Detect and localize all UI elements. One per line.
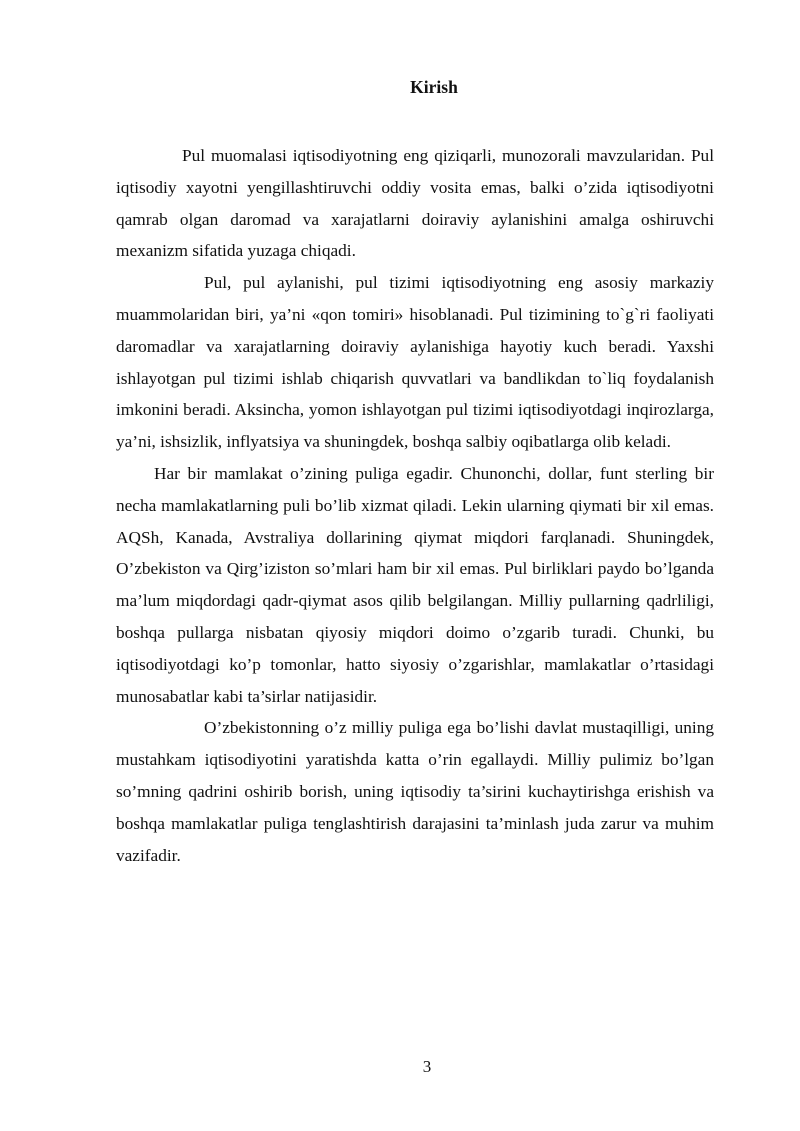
page-number: 3 bbox=[422, 1057, 432, 1076]
document-body bbox=[116, 140, 714, 871]
paragraph-1: Pul muomalasi iqtisodiyotning eng qiziqarli, munozorali mavzularidan. Pul iqtisodiy xayotni yengillashtiruvchi oddiy vosita emas, balki o’zida iqtisodiyotni qamrab olgan daromad va xarajatlarni doiraviy aylanishini amalga oshiruvchi mexanizm sifatida yuzaga chiqadi. bbox=[116, 146, 714, 261]
paragraph-3: Har bir mamlakat o’zining puliga egadir. Chunonchi, dollar, funt sterling bir necha mamlakatlarning puli bo’lib xizmat qiladi. Lekin ularning qiymati bir xil emas. AQSh, Kanada, Avstraliya dollarining qiymat miqdori farqlanadi. Shuningdek, O’zbekiston va Qirg’iziston so’mlari ham bir xil emas. Pul birliklari paydo bo’lganda ma’lum miqdordagi qadr-qiymat asos qilib belgilangan. Milliy pullarning qadrliligi, boshqa pullarga nisbatan qiyosiy miqdori doimo o’zgarib turadi. Chunki, bu iqtisodiyotdagi ko’p tomonlar, hatto siyosiy o’zgarishlar, mamlakatlar o’rtasidagi munosabatlar kabi ta’sirlar natijasidir. bbox=[116, 463, 714, 706]
paragraph-2: Pul, pul aylanishi, pul tizimi iqtisodiyotning eng asosiy markaziy muammolaridan biri, ya’ni «qon tomiri» hisoblanadi. Pul tizimining to`g`ri faoliyati daromadlar va xarajatlarning doiraviy aylanishiga hayotiy kuch beradi. Yaxshi ishlayotgan pul tizimi ishlab chiqarish quvvatlari va bandlikdan to`liq foydalanish imkonini beradi. Aksincha, yomon ishlayotgan pul tizimi iqtisodiyotdagi inqirozlarga, ya’ni, ishsizlik, inflyatsiya va shuningdek, boshqa salbiy oqibatlarga olib keladi. bbox=[116, 273, 714, 452]
page-title: Kirish bbox=[410, 77, 458, 97]
paragraph-4: O’zbekistonning o’z milliy puliga ega bo’lishi davlat mustaqilligi, uning mustahkam iqtisodiyotini yaratishda katta o’rin egallaydi. Milliy pulimiz bo’lgan so’mning qadrini oshirib borish, uning iqtisodiy ta’sirini kuchaytirishga erishish va boshqa mamlakatlar puliga tenglashtirish darajasini ta’minlash juda zarur va muhim vazifadir. bbox=[116, 718, 714, 865]
